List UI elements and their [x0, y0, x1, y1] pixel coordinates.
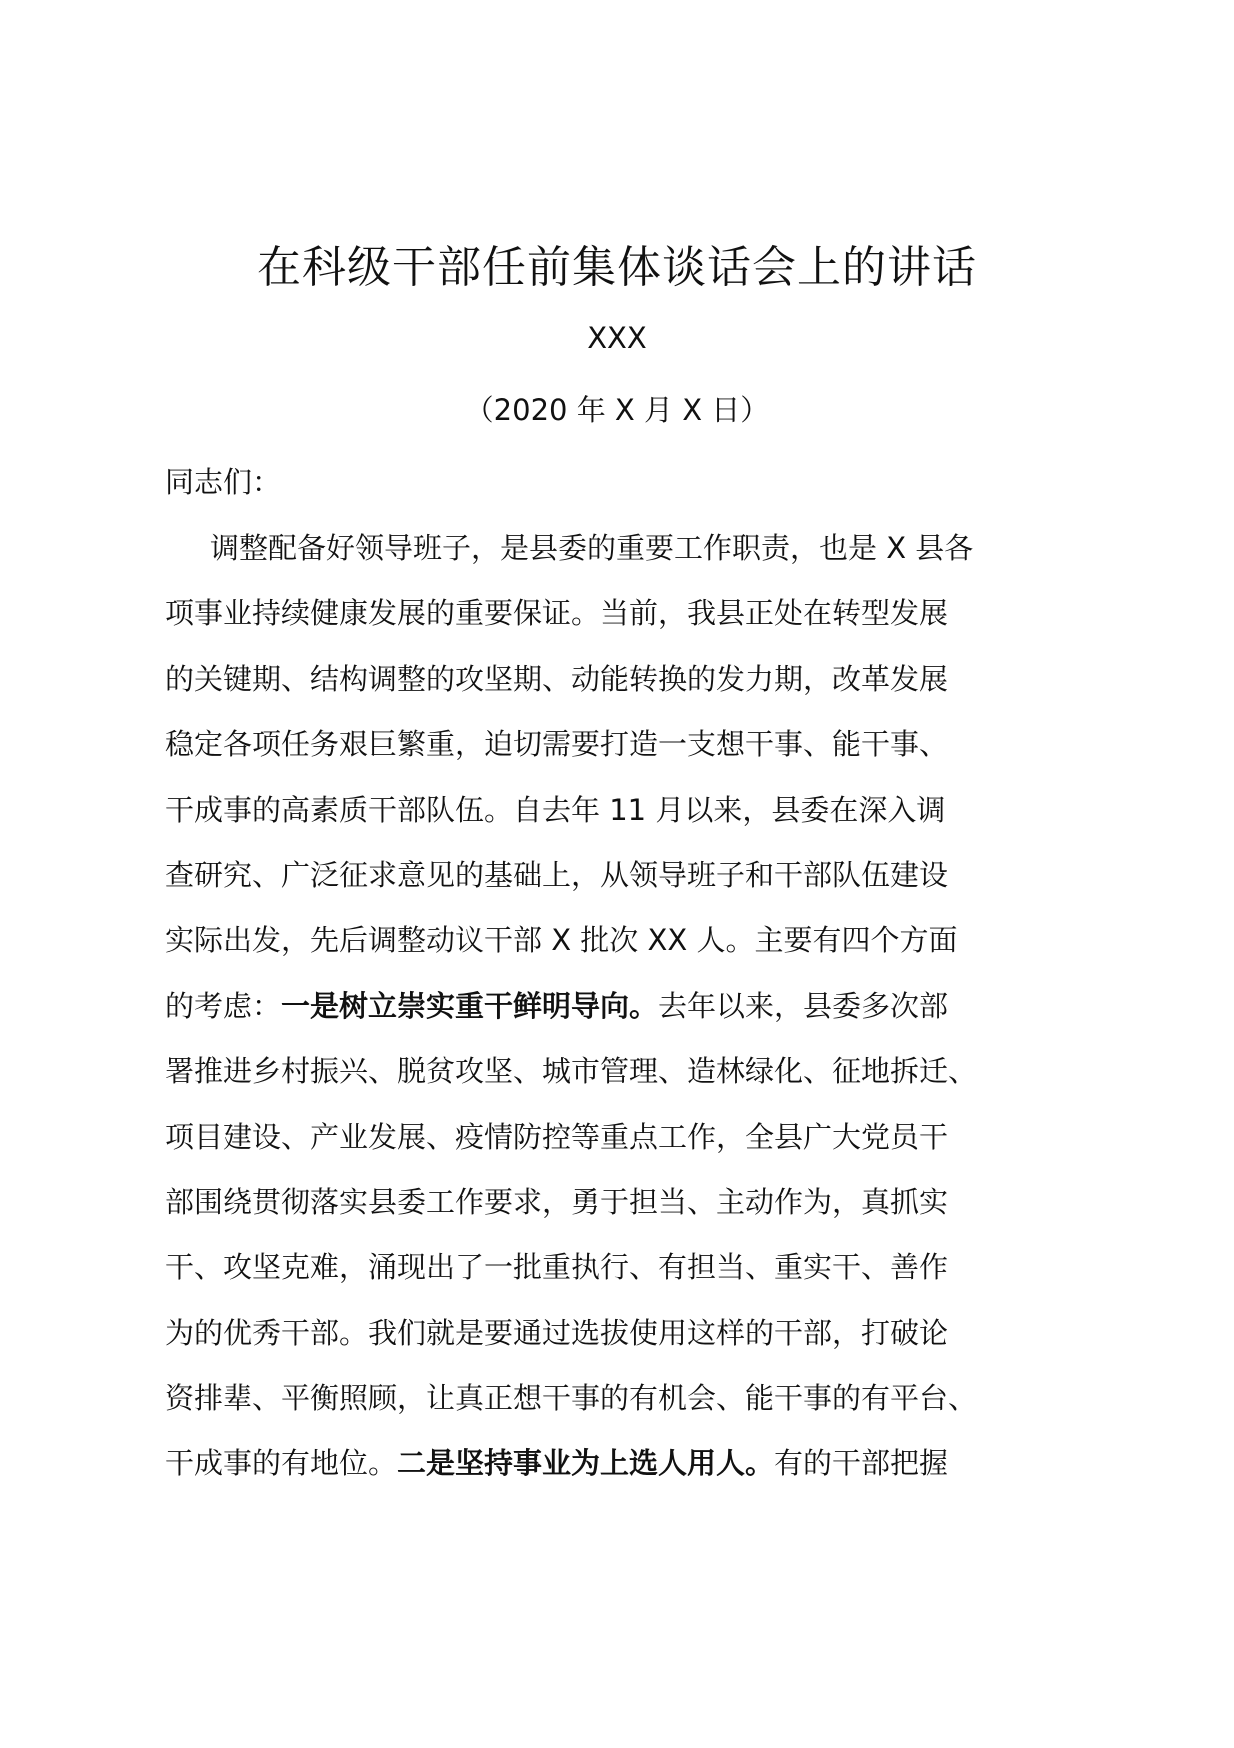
body-text: 有的干部把握 — [774, 1446, 949, 1481]
body-line — [165, 1182, 1095, 1247]
speech-date: （2020 年 X 月 X 日） — [464, 393, 770, 427]
body-text: 干、攻坚克难，涌现出了一批重执行、有担当、重实干、善作 — [165, 1250, 949, 1285]
body-text: 干成事的有地位。 — [165, 1446, 398, 1481]
body-text: 的关键期、结构调整的攻坚期、动能转换的发力期，改革发展 — [165, 661, 949, 696]
body-line — [165, 1443, 1095, 1508]
body-text: 资排辈、平衡照顾，让真正想干事的有机会、能干事的有平台、 — [165, 1381, 978, 1416]
document-title: 在科级干部任前集体谈话会上的讲话 — [257, 242, 977, 293]
speech-body — [165, 528, 1095, 1509]
body-line — [165, 659, 1095, 724]
body-line — [165, 1247, 1095, 1312]
author-name: XXX — [587, 321, 647, 355]
body-text: 署推进乡村振兴、脱贫攻坚、城市管理、造林绿化、征地拆迁、 — [165, 1054, 978, 1089]
body-line — [165, 1378, 1095, 1443]
body-line — [165, 528, 1095, 593]
greeting: 同志们： — [165, 465, 282, 499]
body-text: 干成事的高素质干部队伍。自去年 11 月以来，县委在深入调 — [165, 792, 946, 827]
bold-heading-text: 一是树立崇实重干鲜明导向。 — [281, 988, 659, 1023]
body-line — [165, 790, 1095, 855]
body-text: 为的优秀干部。我们就是要通过选拔使用这样的干部，打破论 — [165, 1315, 949, 1350]
body-text: 去年以来，县委多次部 — [658, 988, 949, 1023]
body-text: 项事业持续健康发展的重要保证。当前，我县正处在转型发展 — [165, 596, 949, 631]
body-line — [165, 724, 1095, 789]
body-text: 查研究、广泛征求意见的基础上，从领导班子和干部队伍建设 — [165, 857, 949, 892]
body-line — [165, 1117, 1095, 1182]
body-text: 项目建设、产业发展、疫情防控等重点工作，全县广大党员干 — [165, 1119, 949, 1154]
body-line — [165, 920, 1095, 985]
body-line — [165, 1313, 1095, 1378]
body-line — [165, 855, 1095, 920]
body-text: 调整配备好领导班子，是县委的重要工作职责，也是 X 县各 — [210, 531, 974, 565]
body-line — [165, 986, 1095, 1051]
body-text: 的考虑： — [165, 988, 282, 1023]
body-text: 稳定各项任务艰巨繁重，迫切需要打造一支想干事、能干事、 — [165, 727, 949, 762]
body-line — [165, 1051, 1095, 1116]
body-line — [165, 593, 1095, 658]
body-text: 部围绕贯彻落实县委工作要求，勇于担当、主动作为，真抓实 — [165, 1184, 949, 1219]
body-text: 实际出发，先后调整动议干部 X 批次 XX 人。主要有四个方面 — [165, 923, 958, 958]
bold-heading-text: 二是坚持事业为上选人用人。 — [397, 1446, 775, 1481]
